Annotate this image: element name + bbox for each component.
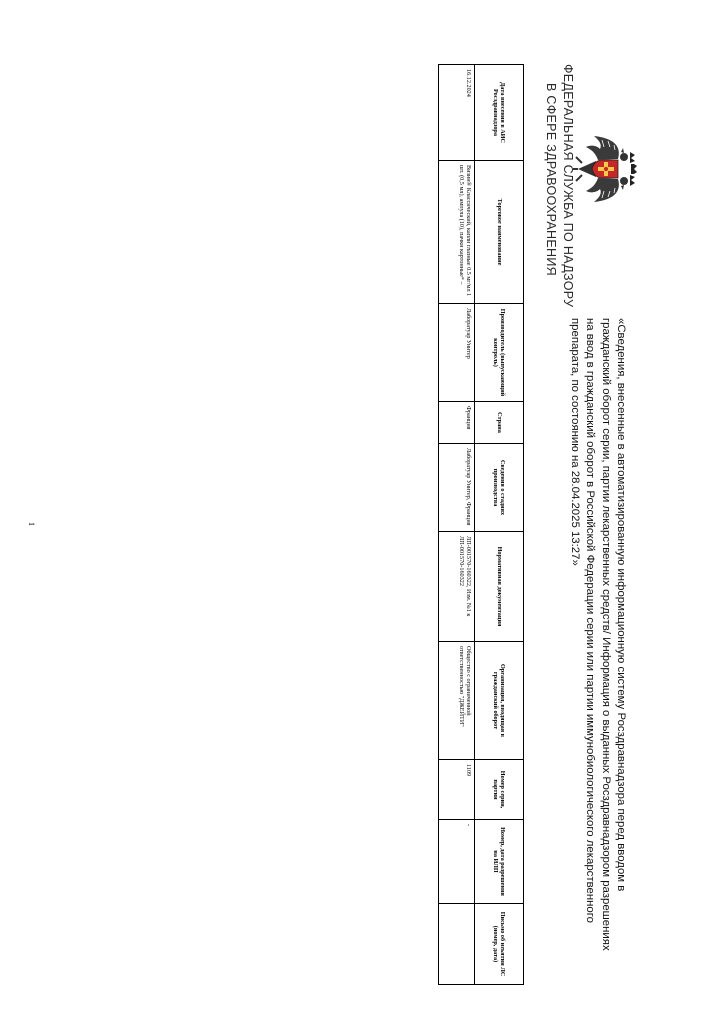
table-header-row — [475, 65, 524, 985]
table-row — [439, 65, 475, 985]
cell-date: 16.12.2024 — [439, 65, 475, 161]
column-header-trade-name: Торговое наименование — [475, 161, 524, 304]
column-header-permit: Номер, дата разрешения на ИЛП — [475, 820, 524, 904]
column-header-country: Страна — [475, 402, 524, 444]
column-header-production-stages: Сведения о стадиях производства — [475, 444, 524, 532]
cell-distributor: Общество с ограниченной ответственностью "ДЖЕЙТИ" — [439, 642, 475, 760]
registry-table — [438, 64, 524, 985]
cell-trade-name: Визин® Классический, капли глазные 0.5 мг/мл 1 шт. (0,5 мл), ампула (10), пачки картонные* – — [439, 161, 475, 304]
heading-line: на ввод в гражданский оборот в Российской Федерации серии или партии иммунобиологического лекарственного — [584, 318, 597, 923]
page-number: 1 — [27, 522, 36, 526]
heading-line: препарата, по состоянию на 28.04.2025 13:27» — [568, 318, 581, 566]
double-headed-eagle-emblem-icon — [572, 133, 638, 205]
column-header-regulatory-docs: Нормативная документация — [475, 532, 524, 642]
cell-batch-number: 1109 — [439, 760, 475, 820]
organization-line-2: В СФЕРЕ ЗДРАВООХРАНЕНИЯ — [544, 83, 558, 276]
column-header-manufacturer: Производитель (выпускающий контроль) — [475, 304, 524, 402]
column-header-batch-number: Номер серии, партии — [475, 760, 524, 820]
cell-country: Франция — [439, 402, 475, 444]
organization-name — [542, 64, 576, 308]
organization-line-1: ФЕДЕРАЛЬНАЯ СЛУЖБА ПО НАДЗОРУ — [561, 64, 575, 308]
cell-permit: - — [439, 820, 475, 904]
column-header-date: Дата внесения в АИС Росздравнадзора — [475, 65, 524, 161]
heading-line: «Сведения, внесенные в автоматизированную информационную систему Росздравнадзора перед вводом в — [615, 318, 627, 892]
column-header-distributor: Организация, вводящая в гражданский оборот — [475, 642, 524, 760]
column-header-withdrawal-letter: Письмо об изъятии ЛС (номер, дата) — [475, 904, 524, 985]
cell-regulatory-docs: ЛП-001570-160322, Изм. №1 к ЛП-001570-160322 — [439, 532, 475, 642]
heading-line: гражданский оборот серии, партии лекарственных средств/ Информация о выданных Росздравнадзором разрешениях — [599, 318, 612, 951]
cell-withdrawal-letter — [439, 904, 475, 985]
cell-manufacturer: Лаборатуар Унитер — [439, 304, 475, 402]
cell-production-stages: Лаборатуар Унитер, Франция — [439, 444, 475, 532]
document-heading — [566, 318, 628, 958]
